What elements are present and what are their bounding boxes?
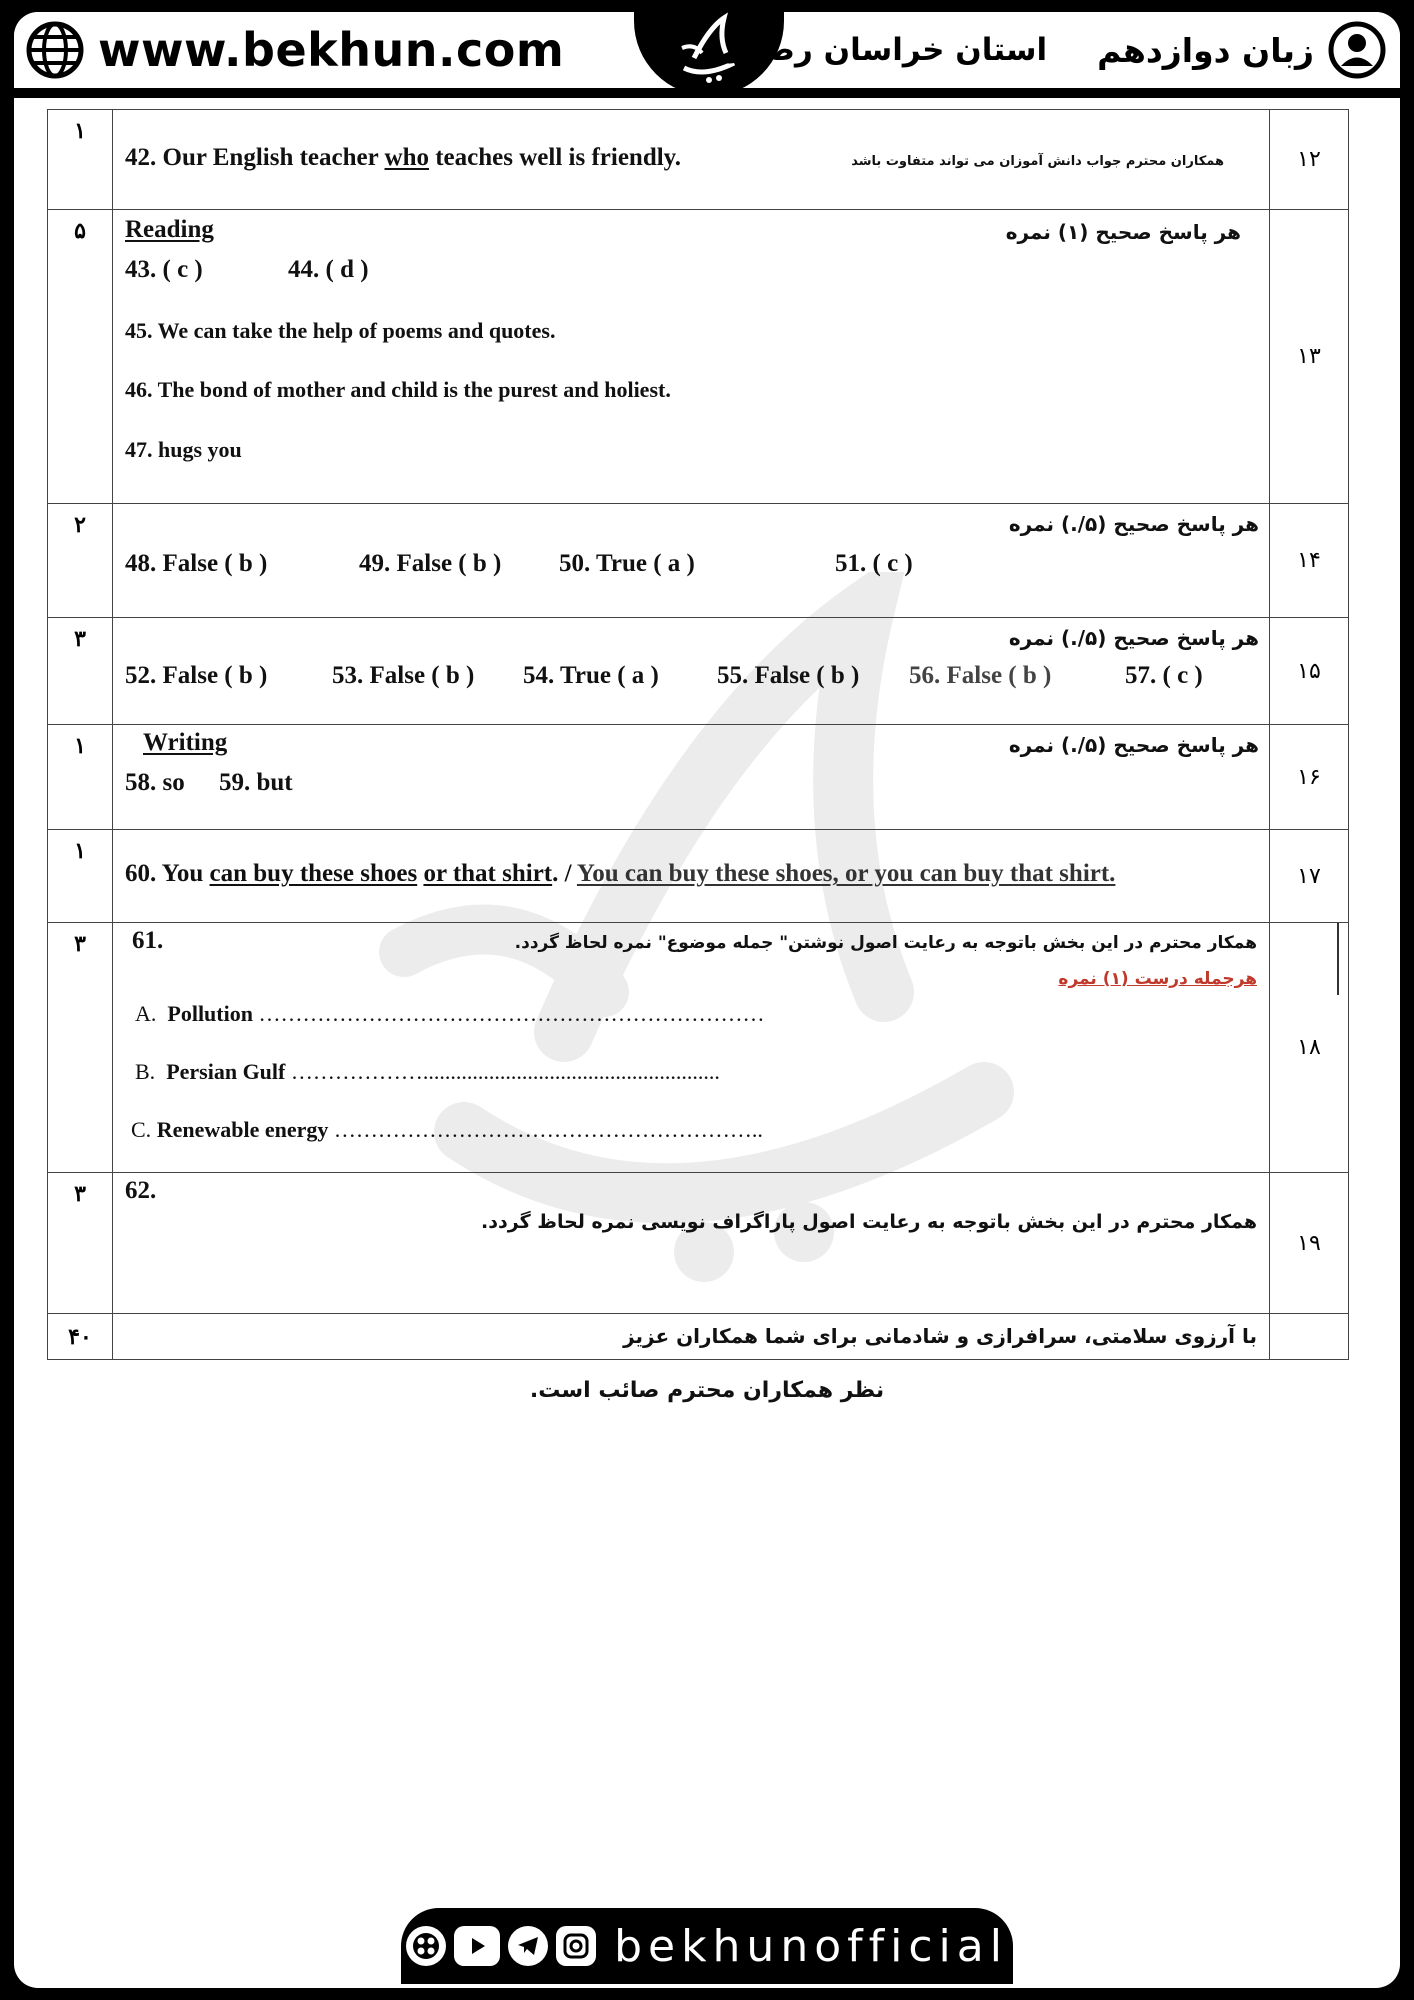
teacher-note: همکار محترم در این بخش باتوجه به رعایت اصول نوشتن" جمله موضوع" نمره لحاظ گردد. (514, 933, 1257, 953)
answer-51: 51. ( c ) (835, 550, 913, 577)
answer-47: 47. hugs you (125, 437, 242, 462)
scoring-note: هر پاسخ صحیح (۵/.) نمره (1008, 733, 1259, 757)
table-row (48, 618, 1349, 725)
score-cell: ۵ (48, 210, 113, 504)
answer-cell (113, 110, 1270, 210)
page-header (14, 12, 1400, 98)
globe-icon (26, 21, 84, 79)
province-title: استان خراسان رضوی (717, 32, 1048, 68)
question-number: ۱۴ (1270, 504, 1349, 618)
answer-60: 60. You can buy these shoes or that shirt. / You can buy these shoes, or you can buy that shirt. (125, 860, 1116, 887)
empty-cell (1270, 1314, 1349, 1360)
closing-wish (113, 1314, 1270, 1360)
play-icon (465, 1934, 489, 1958)
answer-46: 46. The bond of mother and child is the purest and holiest. (125, 377, 671, 402)
table-row (48, 210, 1349, 504)
social-bar (401, 1908, 1013, 1984)
scoring-note: هر پاسخ صحیح (۱) نمره (1005, 220, 1241, 244)
question-number: ۱۲ (1270, 110, 1349, 210)
answer-43: 43. ( c ) (125, 256, 203, 283)
answer-44: 44. ( d ) (288, 256, 369, 283)
total-score: ۴۰ (48, 1314, 113, 1360)
site-url[interactable]: www.bekhun.com (98, 23, 565, 77)
answer-cell (113, 923, 1270, 1173)
score-cell: ۱ (48, 110, 113, 210)
total-row (48, 1314, 1349, 1360)
answer-cell (113, 618, 1270, 725)
answer-45: 45. We can take the help of poems and quotes. (125, 318, 556, 343)
telegram-icon[interactable] (508, 1926, 548, 1966)
site-link[interactable] (26, 22, 564, 78)
scoring-note: هر پاسخ صحیح (۵/.) نمره (1008, 626, 1259, 650)
camera-icon (562, 1932, 590, 1960)
answer-55: 55. False ( b ) (717, 662, 860, 689)
score-cell: ۱ (48, 830, 113, 923)
aparat-glyph-icon (411, 1931, 441, 1961)
answer-59: 59. but (219, 769, 293, 796)
page-frame (14, 12, 1400, 1988)
teacher-note: همکاران محترم جواب دانش آموزان می تواند متفاوت باشد (851, 154, 1224, 169)
score-cell: ۳ (48, 618, 113, 725)
closing-text: با آرزوی سلامتی، سرافرازی و شادمانی برای شما همکاران عزیز (623, 1324, 1257, 1348)
answer-58: 58. so (125, 769, 185, 796)
answer-cell (113, 830, 1270, 923)
answer-56: 56. False ( b ) (909, 662, 1052, 689)
answer-42: 42. Our English teacher who teaches well is friendly. (125, 144, 682, 171)
social-handle[interactable]: bekhunofficial (614, 1920, 1008, 1972)
answer-50: 50. True ( a ) (559, 550, 695, 577)
answer-54: 54. True ( a ) (523, 662, 659, 689)
answer-49: 49. False ( b ) (359, 550, 502, 577)
paper-plane-icon (515, 1933, 541, 1959)
youtube-icon[interactable] (454, 1926, 500, 1966)
answer-48: 48. False ( b ) (125, 550, 268, 577)
sentence-c: C. Renewable energy ………………………………………………….. (131, 1117, 763, 1142)
answer-57: 57. ( c ) (1125, 662, 1203, 689)
score-cell: ۱ (48, 725, 113, 830)
sentence-a: A. Pollution …………………………………………………………… (135, 1001, 765, 1026)
question-number: ۱۵ (1270, 618, 1349, 725)
table-row (48, 110, 1349, 210)
answer-cell (113, 210, 1270, 504)
reading-heading: Reading (125, 216, 214, 243)
table-row (48, 830, 1349, 923)
table-row (48, 504, 1349, 618)
table-row (48, 725, 1349, 830)
footer-note: نظر همکاران محترم صائب است. (529, 1378, 885, 1403)
question-number: ۱۶ (1270, 725, 1349, 830)
writing-heading: Writing (143, 729, 228, 756)
subject-title: زبان دوازدهم (1097, 30, 1314, 70)
answer-52: 52. False ( b ) (125, 662, 268, 689)
score-cell: ۳ (48, 923, 113, 1173)
scoring-note: هرجمله درست (۱) نمره (1058, 969, 1257, 989)
answer-cell (113, 1173, 1270, 1314)
scoring-note: هر پاسخ صحیح (۵/.) نمره (1008, 512, 1259, 536)
score-cell: ۲ (48, 504, 113, 618)
header-title (717, 22, 1386, 78)
question-number: ۱۸ (1270, 923, 1349, 1173)
instagram-icon[interactable] (556, 1926, 596, 1966)
teacher-note: همکار محترم در این بخش باتوجه به رعایت اصول پاراگراف نویسی نمره لحاظ گردد. (481, 1211, 1257, 1233)
question-62-label: 62. (125, 1177, 157, 1204)
answer-key-table (47, 109, 1349, 1360)
score-cell: ۳ (48, 1173, 113, 1314)
question-61-label: 61. (132, 927, 164, 954)
table-row (48, 1173, 1349, 1314)
sentence-b: B. Persian Gulf ………………...................................................... (135, 1059, 720, 1084)
aparat-icon[interactable] (406, 1926, 446, 1966)
answer-53: 53. False ( b ) (332, 662, 475, 689)
user-avatar-icon (1328, 21, 1386, 79)
answer-cell (113, 504, 1270, 618)
question-number: ۱۳ (1270, 210, 1349, 504)
table-row (48, 923, 1349, 1173)
answer-cell (113, 725, 1270, 830)
question-number: ۱۷ (1270, 830, 1349, 923)
question-number: ۱۹ (1270, 1173, 1349, 1314)
